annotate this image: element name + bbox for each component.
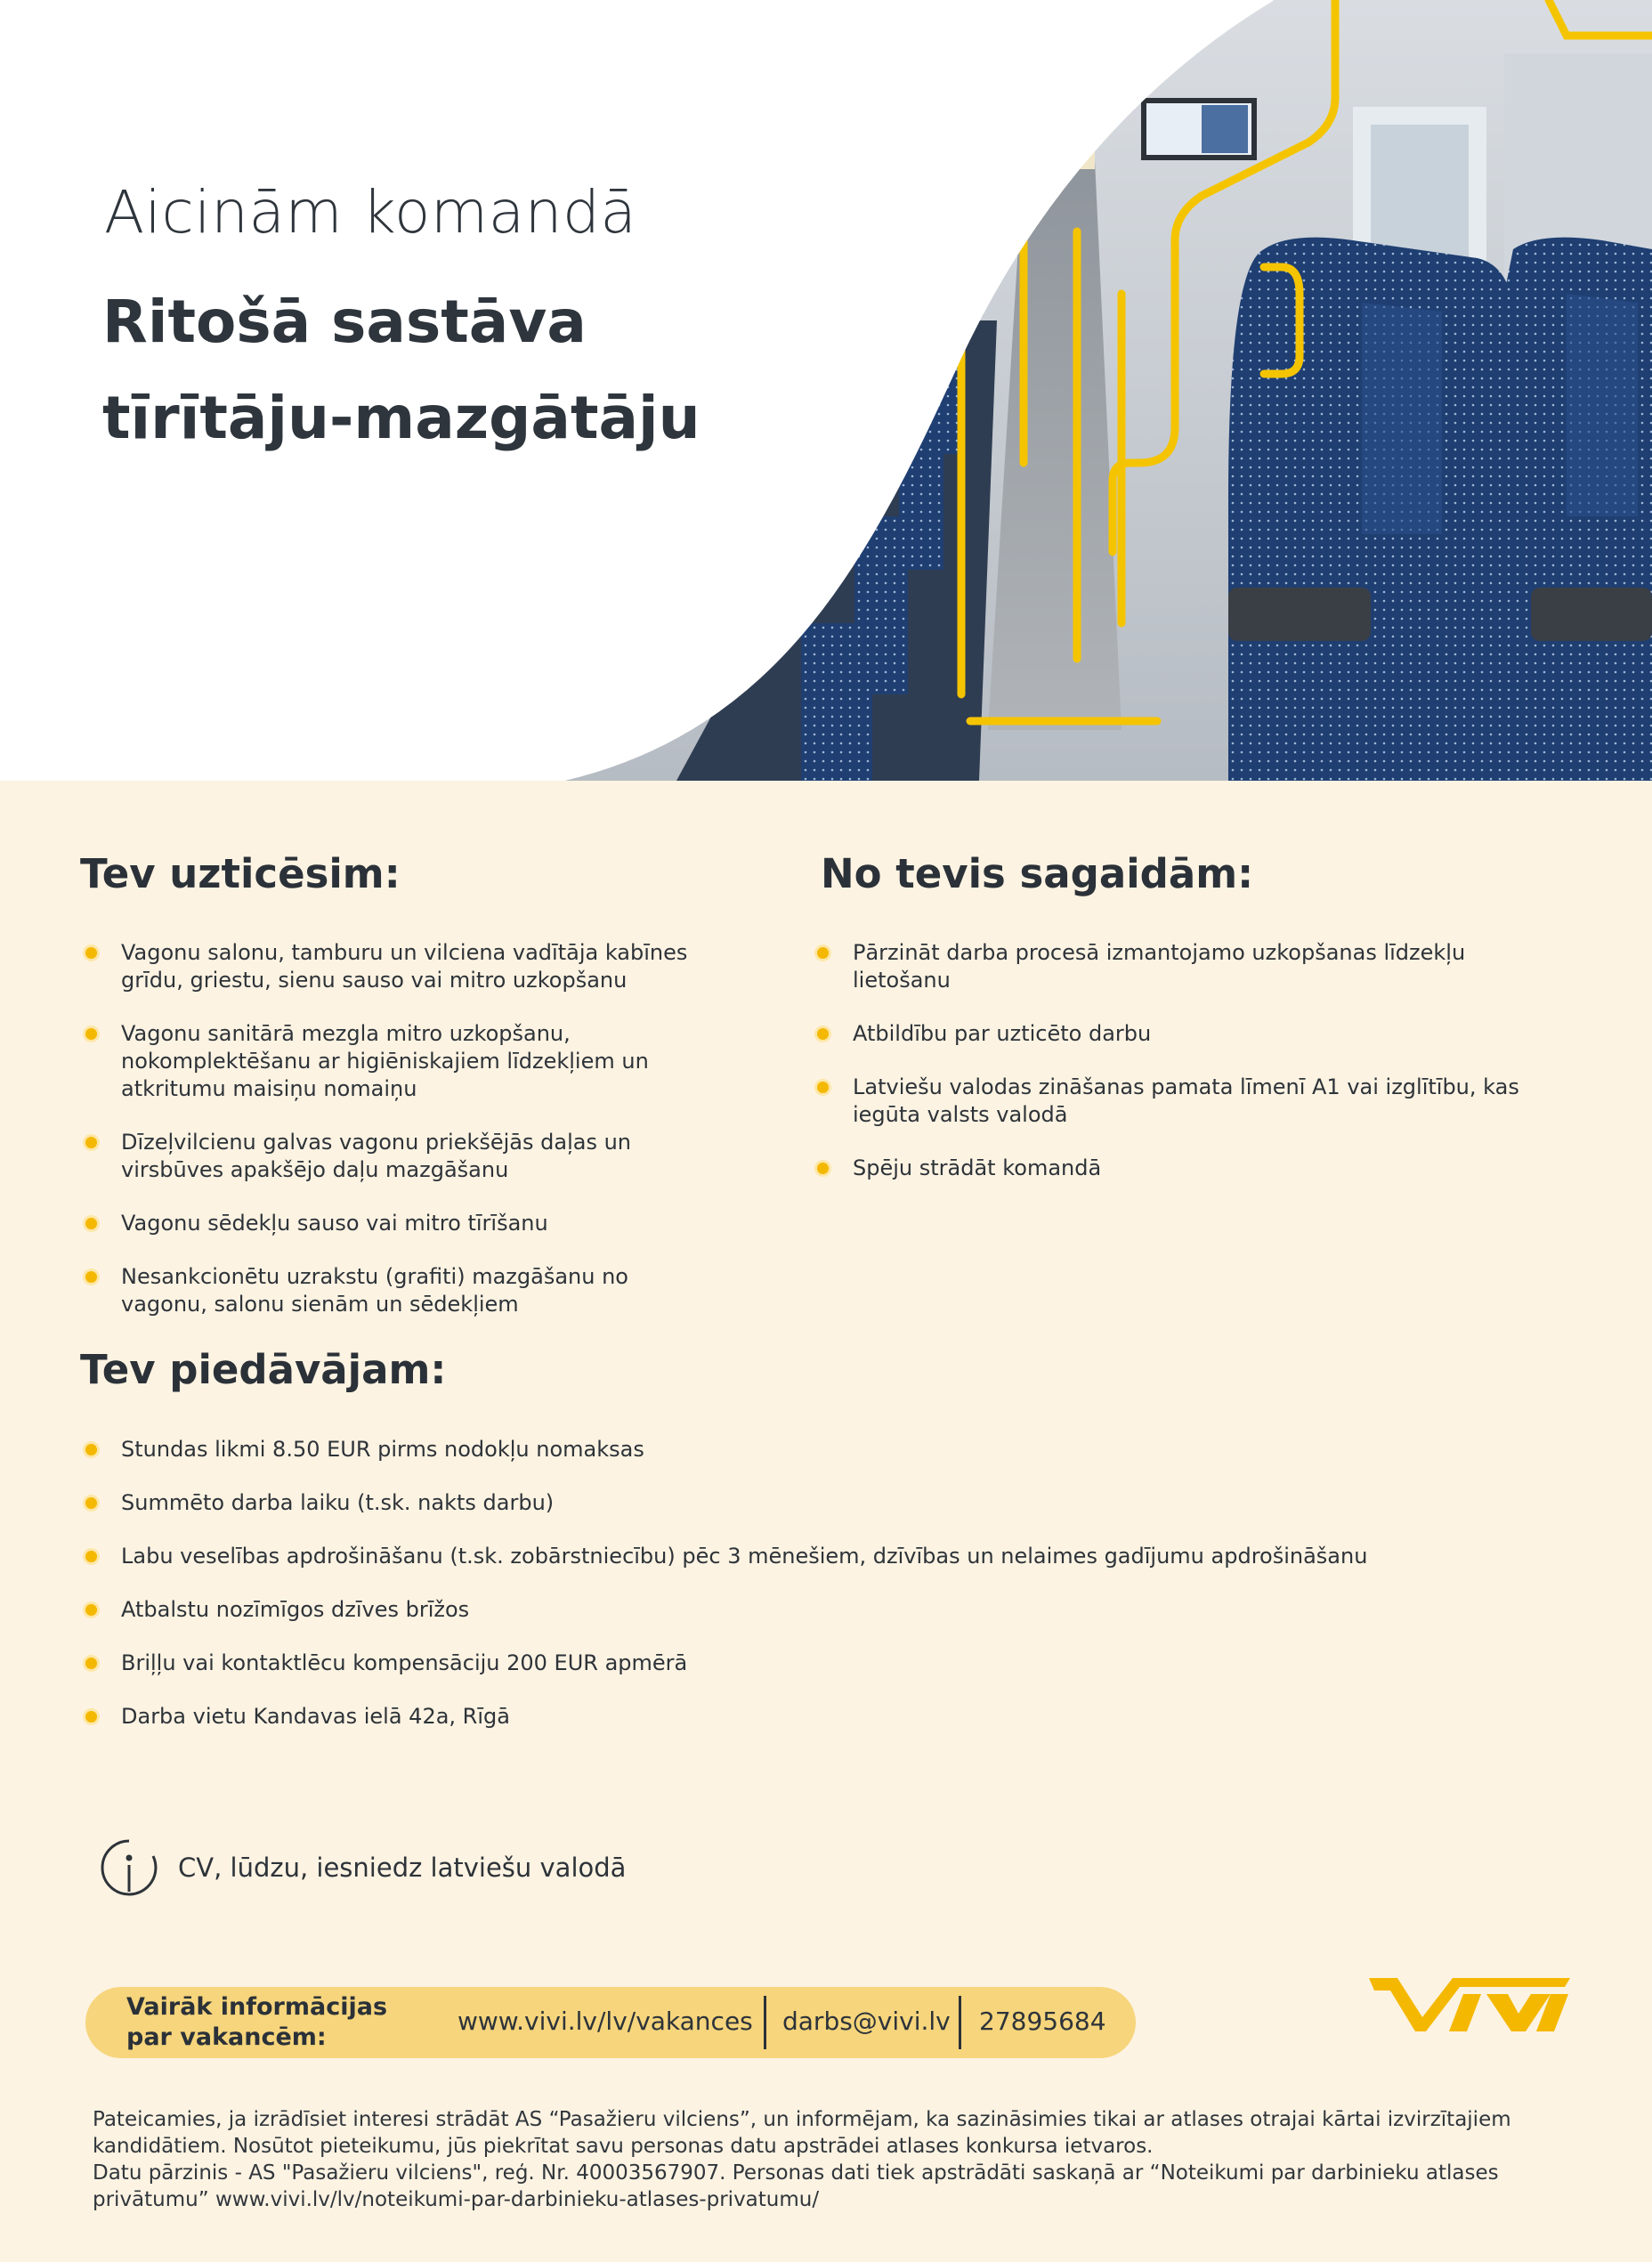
footer-text: Datu pārzinis - AS "Pasažieru vilciens", reģ. Nr. 40003567907. Personas dati tiek apstrādāti saskaņā ar “Noteikumi par darbinieku atlases privātumu” www.vivi.lv/lv/noteikumi-par-darbinieku-atlases-privatumu/ [93, 2161, 1499, 2211]
list-item: Pārzināt darba procesā izmantojamo uzkopšanas līdzekļu lietošanu [817, 939, 1520, 994]
list-item: Vagonu sanitārā mezgla mitro uzkopšanu, nokomplektēšanu ar higiēniskajiem līdzekļiem un atkritumu maisiņu nomaiņu [85, 1020, 691, 1103]
list-item: Nesankcionētu uzrakstu (grafiti) mazgāšanu no vagonu, salonu sienām un sēdekļiem [85, 1263, 691, 1318]
expect-section-title: No tevis sagaidām: [821, 850, 1254, 897]
footer-disclaimer [93, 2106, 1570, 2213]
notice-text: CV, lūdzu, iesniedz latviešu valodā [178, 1853, 627, 1883]
list-item: Vagonu sēdekļu sauso vai mitro tīrīšanu [85, 1210, 691, 1237]
trust-section-title: Tev uzticēsim: [80, 850, 401, 897]
list-item: Spēju strādāt komandā [817, 1155, 1520, 1182]
page-title-intro: Aicinām komandā [104, 178, 637, 247]
list-item: Dīzeļvilcienu galvas vagonu priekšējās daļas un virsbūves apakšējo daļu mazgāšanu [85, 1129, 691, 1184]
trust-list [85, 939, 691, 1318]
vivi-logo [1367, 1966, 1572, 2046]
list-item: Atbalstu nozīmīgos dzīves brīžos [85, 1596, 1474, 1624]
footer-text: Pateicamies, ja izrādīsiet interesi strādāt AS “Pasažieru vilciens”, un informējam, ka sazināsimies tikai ar atlases otrajai kārtai izvirzītajiem kandidātiem. Nosūtot pieteikumu, jūs piekrītat savu personas datu apstrādei atlases konkursa ietvaros. [93, 2108, 1511, 2158]
contact-label: Vairāk informācijas par vakancēm: [126, 1993, 388, 2051]
list-item: Summēto darba laiku (t.sk. nakts darbu) [85, 1489, 1474, 1517]
list-item: Labu veselības apdrošināšanu (t.sk. zobārstniecību) pēc 3 mēnešiem, dzīvības un nelaimes gadījumu apdrošināšanu [85, 1543, 1474, 1570]
website-link[interactable]: www.vivi.lv/lv/vakances [458, 2007, 753, 2036]
list-item: Atbildību par uzticēto darbu [817, 1020, 1520, 1048]
list-item: Stundas likmi 8.50 EUR pirms nodokļu nomaksas [85, 1436, 1474, 1463]
email-link[interactable]: darbs@vivi.lv [782, 2007, 951, 2036]
page-title: Ritošā sastāva tīrītāju-mazgātāju [102, 288, 700, 452]
info-icon [100, 1838, 158, 1897]
cv-language-notice [100, 1836, 626, 1899]
expect-list [817, 939, 1520, 1182]
divider [764, 1996, 766, 2049]
phone-link[interactable]: 27895684 [979, 2007, 1106, 2036]
list-item: Vagonu salonu, tamburu un vilciena vadītāja kabīnes grīdu, griestu, sienu sauso vai mitro uzkopšanu [85, 939, 691, 994]
offer-section-title: Tev piedāvājam: [80, 1346, 447, 1393]
contact-bar [85, 1987, 1136, 2058]
list-item: Latviešu valodas zināšanas pamata līmenī A1 vai izglītību, kas iegūta valsts valodā [817, 1074, 1520, 1129]
list-item: Briļļu vai kontaktlēcu kompensāciju 200 EUR apmērā [85, 1650, 1474, 1677]
offer-list [85, 1436, 1474, 1731]
list-item: Darba vietu Kandavas ielā 42a, Rīgā [85, 1703, 1474, 1731]
hero-section [0, 0, 1652, 781]
divider [959, 1996, 961, 2049]
